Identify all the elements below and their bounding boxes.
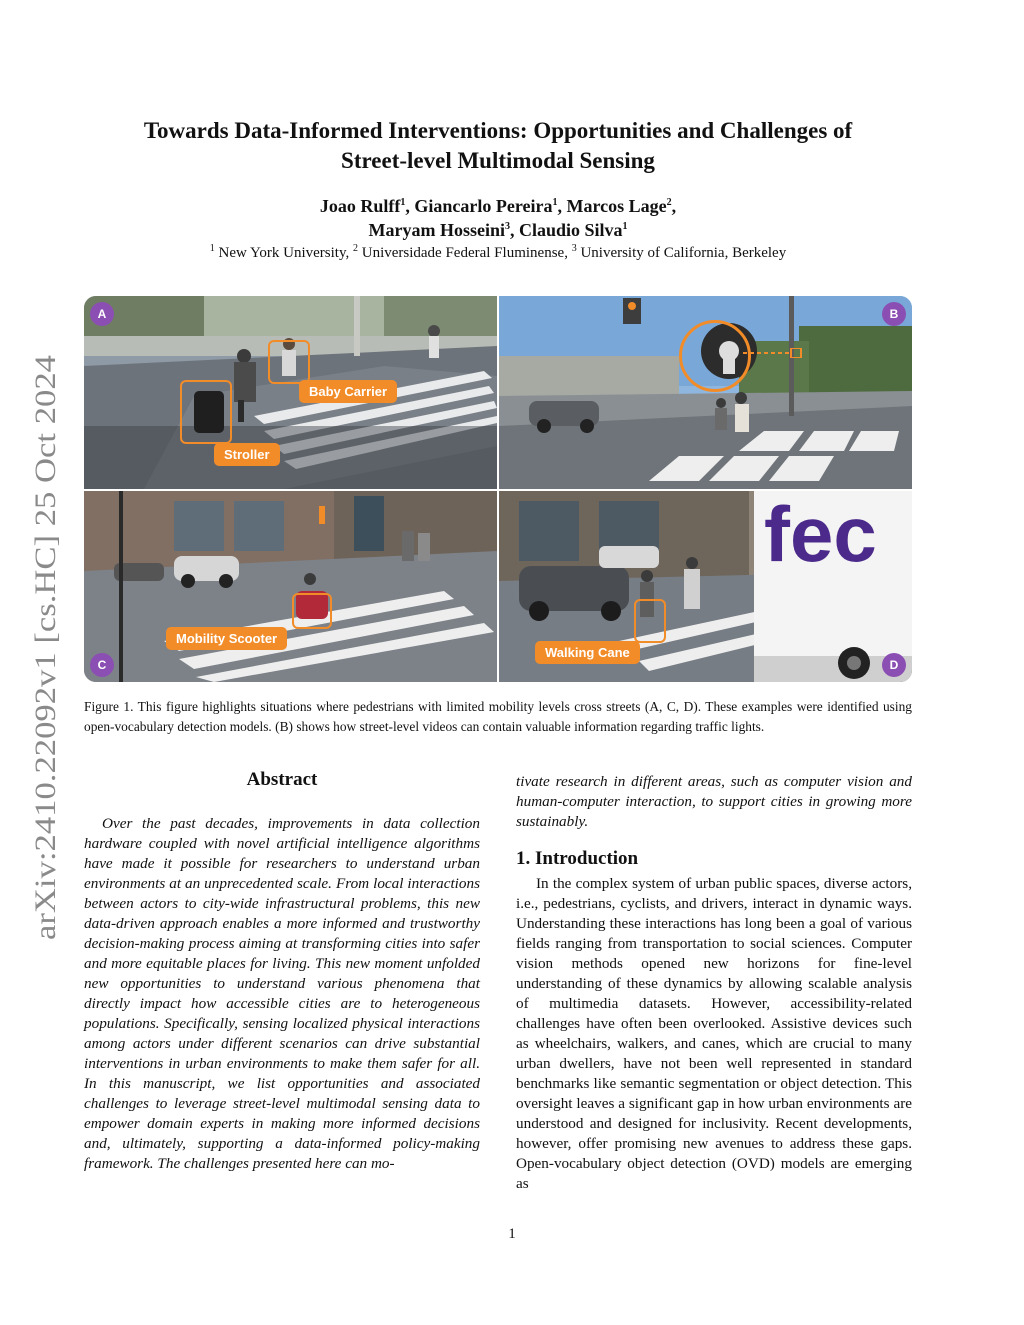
truck-logo-text: fec [764,491,877,578]
affiliation-number: 1 [209,243,215,254]
paper-title [84,116,912,176]
arxiv-identifier-text: arXiv:2410.22092v1 [cs.HC] 25 Oct 2024 [29,433,62,940]
introduction-text: In the complex system of urban public spaces, diverse actors, i.e., pedestrians, cyclists, and drivers, interact in dynamic ways. Understanding these interactions has long been a goal of various fields ranging from transportation to social sciences. Computer vision methods opened new horizons for fine-level understanding of these dynamics by allowing scalable analysis of multimedia datasets. However, accessibility-related challenges have often been overlooked. Assistive devices such as wheelchairs, walkers, and canes, which are crucial to many urban dwellers, have not been well represented in standard benchmarks like semantic segmentation or object detection. This oversight leaves a significant gap in how urban environments are understood and designed for inclusivity. Recent developments, however, offer promising new avenues to address these gaps. Open-vocabulary object detection (OVD) models are emerging as [516,875,912,1192]
affiliations: $^1$ New York University, $^2$ Universidade Federal Fluminense, $^3$ University of California, Berkeley [209,243,787,261]
panel-label-d: D [882,653,906,677]
page-number: 1 [508,1226,516,1242]
traffic-signal-leader-line [743,348,803,358]
abstract-continuation: tivate research in different areas, such as computer vision and human-computer interaction, to support cities in growing more sustainably. [516,773,912,830]
figure-panel-a [84,296,497,489]
paper-title-line-1: Towards Data-Informed Interventions: Opportunities and Challenges of [143,118,853,143]
introduction-heading: 1. Introduction [516,848,639,869]
abstract-heading: Abstract [246,769,318,790]
affiliation-name: New York University [218,245,346,261]
mobility-scooter-label: Mobility Scooter [166,627,287,650]
paper-title-line-2: Street-level Multimodal Sensing [341,148,655,173]
figure-panel-c [84,491,497,682]
affiliation-number: 2 [352,243,358,254]
walking-cane-bounding-box [634,599,666,643]
street-scene-a [84,296,497,489]
author-affiliation-mark: 1 [552,197,558,208]
street-scene-c [84,491,497,682]
panel-label-b: B [882,302,906,326]
figure-panel-d [499,491,912,682]
author-affiliation-mark: 3 [504,221,510,232]
figure-1 [84,296,912,682]
author-name: Joao Rulff [319,196,401,216]
baby-carrier-label: Baby Carrier [299,380,397,403]
panel-label-c: C [90,653,114,677]
author-name: Claudio Silva [518,220,623,240]
affiliation-number: 3 [571,243,577,254]
abstract-text: Over the past decades, improvements in data collection hardware coupled with novel artificial intelligence algorithms have made it possible for researchers to understand urban environments at an unprecedented scale. From local interactions between actors to city-wide infrastructural problems, this new data-driven approach enables a more informed and trustworthy decision-making process aiming at transforming cities into safer and more equitable places for living. This new moment unfolded new opportunities to understand various phenomena that directly impact how accessible cities are to heterogeneous populations. Specifically, sensing localized physical interactions among actors under different scenarios can drive substantial interventions in urban environments to make them safer for all. In this manuscript, we list opportunities and associated challenges to leverage street-level multimodal sensing data to empower domain experts in making more informed decisions and, ultimately, supporting a data-informed policy-making framework. The challenges presented here can mo- [84,815,480,1172]
author-affiliation-mark: 2 [666,197,672,208]
arxiv-identifier-stamp [22,355,66,940]
baby-carrier-bounding-box [268,340,310,384]
author-name: Marcos Lage [566,196,667,216]
stroller-bounding-box [180,380,232,444]
traffic-signal-zoom-circle [679,320,751,392]
author-affiliation-mark: 1 [622,221,628,232]
figure-caption: Figure 1. This figure highlights situations where pedestrians with limited mobility levels cross streets (A, C, D). These examples were identified using open-vocabulary detection models. (B) shows how street-level videos can contain valuable information regarding traffic lights. [84,699,912,734]
author-list: Joao Rulff$^1$, Giancarlo Pereira$^1$, Marcos Lage$^2$, Maryam Hosseini$^3$, Claudio Silva$^1$ [319,196,677,240]
author-affiliation-mark: 1 [400,197,406,208]
author-name: Giancarlo Pereira [414,196,553,216]
stroller-label: Stroller [214,443,280,466]
author-name: Maryam Hosseini [368,220,505,240]
affiliation-name: Universidade Federal Fluminense [361,245,565,261]
walking-cane-label: Walking Cane [535,641,640,664]
figure-panel-b [499,296,912,489]
mobility-scooter-bounding-box [292,593,332,629]
affiliation-name: University of California, Berkeley [580,245,787,261]
panel-label-a: A [90,302,114,326]
